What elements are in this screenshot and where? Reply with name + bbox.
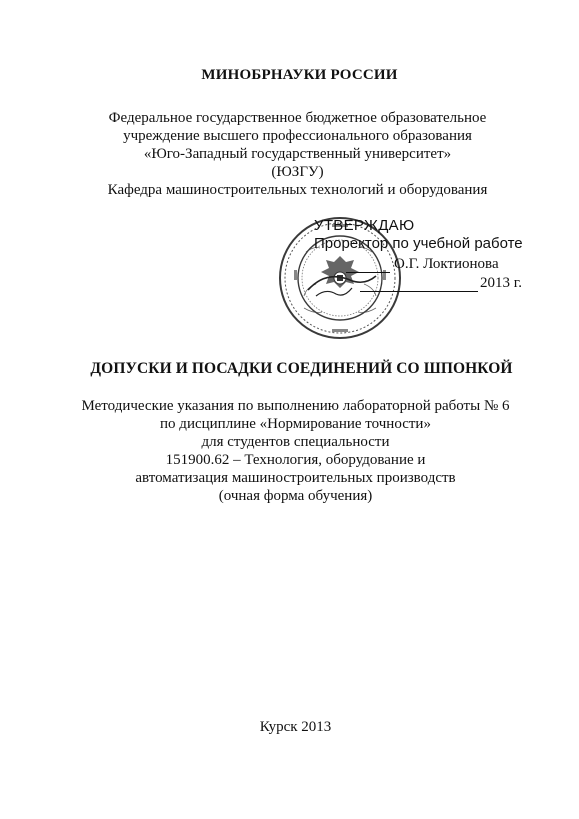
description-line-2: по дисциплине «Нормирование точности» bbox=[160, 416, 431, 432]
approval-date: 2013 г. bbox=[480, 275, 522, 291]
description-line-5: автоматизация машиностроительных производств bbox=[135, 470, 456, 486]
city-year: Курск 2013 bbox=[259, 719, 332, 735]
institution-line-4: (ЮЗГУ) bbox=[271, 164, 324, 180]
description-line-3: для студентов специальности bbox=[201, 434, 390, 450]
institution-line-3: «Юго-Западный государственный университет» bbox=[143, 146, 452, 162]
approval-stamp-block bbox=[276, 212, 556, 342]
ministry-heading: МИНОБРНАУКИ РОССИИ bbox=[201, 67, 398, 83]
document-title: ДОПУСКИ И ПОСАДКИ СОЕДИНЕНИЙ СО ШПОНКОЙ bbox=[90, 360, 513, 377]
description-line-6: (очная форма обучения) bbox=[218, 488, 373, 504]
date-line bbox=[360, 291, 478, 292]
description-line-4: 151900.62 – Технология, оборудование и bbox=[165, 452, 426, 468]
description-line-1: Методические указания по выполнению лабораторной работы № 6 bbox=[81, 398, 510, 414]
approval-role: Проректор по учебной работе bbox=[314, 235, 523, 252]
institution-line-2: учреждение высшего профессионального образования bbox=[123, 128, 472, 144]
approval-name: О.Г. Локтионова bbox=[394, 256, 499, 272]
institution-line-1: Федеральное государственное бюджетное образовательное bbox=[108, 110, 487, 126]
approval-title: УТВЕРЖДАЮ bbox=[314, 217, 415, 234]
department-line: Кафедра машиностроительных технологий и оборудования bbox=[107, 182, 488, 198]
signature-line bbox=[346, 272, 390, 273]
